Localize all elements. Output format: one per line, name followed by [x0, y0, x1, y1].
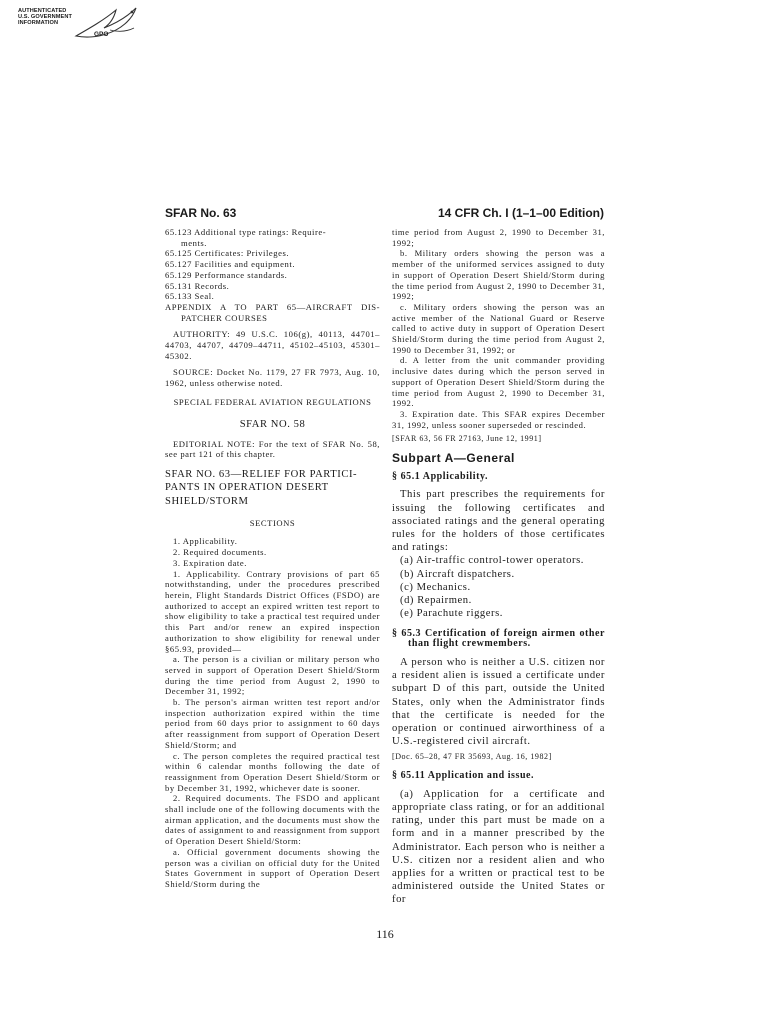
- section-list-item: 2. Required documents.: [173, 547, 267, 558]
- body-paragraph: c. The person completes the required practical test within 6 calendar months following the date of reassignment from Operation Desert Shield/Storm or by December 31, 1992, whichever date is sooner.: [165, 750, 380, 793]
- list-item: (b) Aircraft dispatchers.: [400, 568, 515, 580]
- right-column: [392, 227, 605, 907]
- body-paragraph: time period from August 2, 1990 to December 31, 1992;: [392, 227, 605, 248]
- running-header-left: SFAR No. 63: [165, 206, 237, 220]
- section-list-item: 1. Applicability.: [173, 536, 238, 547]
- toc-entry: 65.127 Facilities and equipment.: [165, 259, 296, 270]
- running-header-right: 14 CFR Ch. I (1–1–00 Edition): [437, 206, 604, 220]
- body-paragraph: 1. Applicability. Contrary provisions of part 65 notwithstanding, under the procedures prescribed herein, Flight Standards District Offices (FSDO) are authorized to accept an expired written test report to show eligibility to take a practical test required under this Part and/or renew an expired inspection authorization to show eligibility for renewal under §65.93, provided—: [165, 568, 380, 654]
- sfar-58-title: SFAR NO. 58: [239, 418, 306, 430]
- gpo-mark: GPO: [94, 31, 109, 38]
- body-paragraph: b. The person's airman written test report and/or inspection authorization expired within the time period from 60 days prior to assignment to 60 days after reassignment from support of Operation Desert Shield/Storm; and: [165, 697, 380, 750]
- body-paragraph: A person who is neither a U.S. citizen nor a resident alien is issued a certificate under subpart D of this part, outside the United States, only when the Administrator finds that the certificate is needed for the operation or continued airworthiness of a U.S.-registered civil aircraft.: [392, 656, 605, 748]
- logo-line-1: AUTHENTICATED: [18, 8, 67, 14]
- left-column: [165, 227, 380, 890]
- page-number: 116: [376, 927, 394, 941]
- body-paragraph: (a) Application for a certificate and appropriate class rating, or for an additional rating, under this part must be made on a form and in a manner prescribed by the Administrator. Each person who is neither a U.S. citizen nor a resident alien and who applies for a written or practical test to be administered outside the United States or for: [392, 788, 605, 906]
- body-paragraph: a. Official government documents showing the person was a civilian on official duty for the United States Government in support of Operation Desert Shield/Storm during the: [165, 846, 380, 889]
- toc-entry: 65.123 Additional type ratings: Require-: [165, 227, 327, 237]
- toc-entry: 65.133 Seal.: [165, 291, 215, 302]
- section-citation: [Doc. 65–28, 47 FR 35693, Aug. 16, 1982]: [392, 752, 552, 762]
- body-paragraph: This part prescribes the requirements for issuing the following certificates and associated ratings and the general operating rules for the holders of those certificates and ratings:: [392, 489, 605, 554]
- list-item: (e) Parachute riggers.: [400, 608, 503, 620]
- logo-line-3: INFORMATION: [18, 20, 59, 26]
- sfar-63-title: SFAR NO. 63—RELIEF FOR PARTICI-PANTS IN OPERATION DESERT SHIELD/STORM: [165, 469, 358, 507]
- toc-entry: 65.131 Records.: [165, 280, 230, 291]
- body-paragraph: d. A letter from the unit commander providing inclusive dates during which the person served in support of Operation Desert Shield/Storm during the time period from August 2, 1990 to December 31, 1992.: [392, 355, 605, 409]
- toc-entry: ments.: [181, 237, 207, 248]
- sfar-citation: [SFAR 63, 56 FR 27163, June 12, 1991]: [392, 434, 542, 444]
- section-heading-65-3: § 65.3 Certification of foreign airmen other than flight crewmembers.: [392, 627, 605, 650]
- toc-entry: 65.125 Certificates: Privileges.: [165, 248, 290, 259]
- gpo-authentication-logo: [18, 6, 143, 50]
- section-heading-65-1: § 65.1 Applicability.: [392, 470, 489, 482]
- body-paragraph: b. Military orders showing the person was a member of the uniformed services assigned to duty in support of Operation Desert Shield/Storm during the time period from August 2, 1990 to December 31, 1992;: [392, 248, 605, 302]
- subpart-heading: Subpart A—General: [392, 451, 515, 466]
- list-item: (d) Repairmen.: [400, 595, 472, 607]
- body-paragraph: a. The person is a civilian or military person who served in support of Operation Desert Shield/Storm during the time period from August 2, 1990 to December 31, 1992;: [165, 654, 380, 697]
- sfar-heading: SPECIAL FEDERAL AVIATION REGULATIONS: [173, 396, 372, 407]
- appendix-entry: APPENDIX A TO PART 65—AIRCRAFT DIS-PATCHER COURSES: [165, 301, 380, 323]
- section-heading-65-11: § 65.11 Application and issue.: [392, 770, 535, 782]
- logo-line-2: U.S. GOVERNMENT: [18, 14, 73, 20]
- body-paragraph: c. Military orders showing the person was an active member of the National Guard or Reserve called to active duty in support of Operation Desert Shield/Storm during the time period from August 2, 1990 to December 31, 1992; or: [392, 301, 605, 355]
- list-item: (a) Air-traffic control-tower operators.: [400, 555, 584, 567]
- sections-heading: SECTIONS: [249, 517, 296, 528]
- authority-note: AUTHORITY: 49 U.S.C. 106(g), 40113, 44701–44703, 44707, 44709–44711, 45102–45103, 45301–45302.: [165, 329, 380, 361]
- body-paragraph: 2. Required documents. The FSDO and applicant shall include one of the following documents with the airman application, and the documents must show the dates of assignment to and reassignment from support of Operation Desert Shield/Storm:: [165, 793, 380, 847]
- body-paragraph: 3. Expiration date. This SFAR expires December 31, 1992, unless sooner superseded or rescinded.: [392, 408, 605, 430]
- source-note: SOURCE: Docket No. 1179, 27 FR 7973, Aug. 10, 1962, unless otherwise noted.: [165, 367, 380, 389]
- list-item: (c) Mechanics.: [400, 581, 471, 593]
- toc-entry: 65.129 Performance standards.: [165, 269, 288, 280]
- section-list-item: 3. Expiration date.: [173, 557, 247, 568]
- editorial-note: EDITORIAL NOTE: For the text of SFAR No. 58, see part 121 of this chapter.: [165, 438, 380, 460]
